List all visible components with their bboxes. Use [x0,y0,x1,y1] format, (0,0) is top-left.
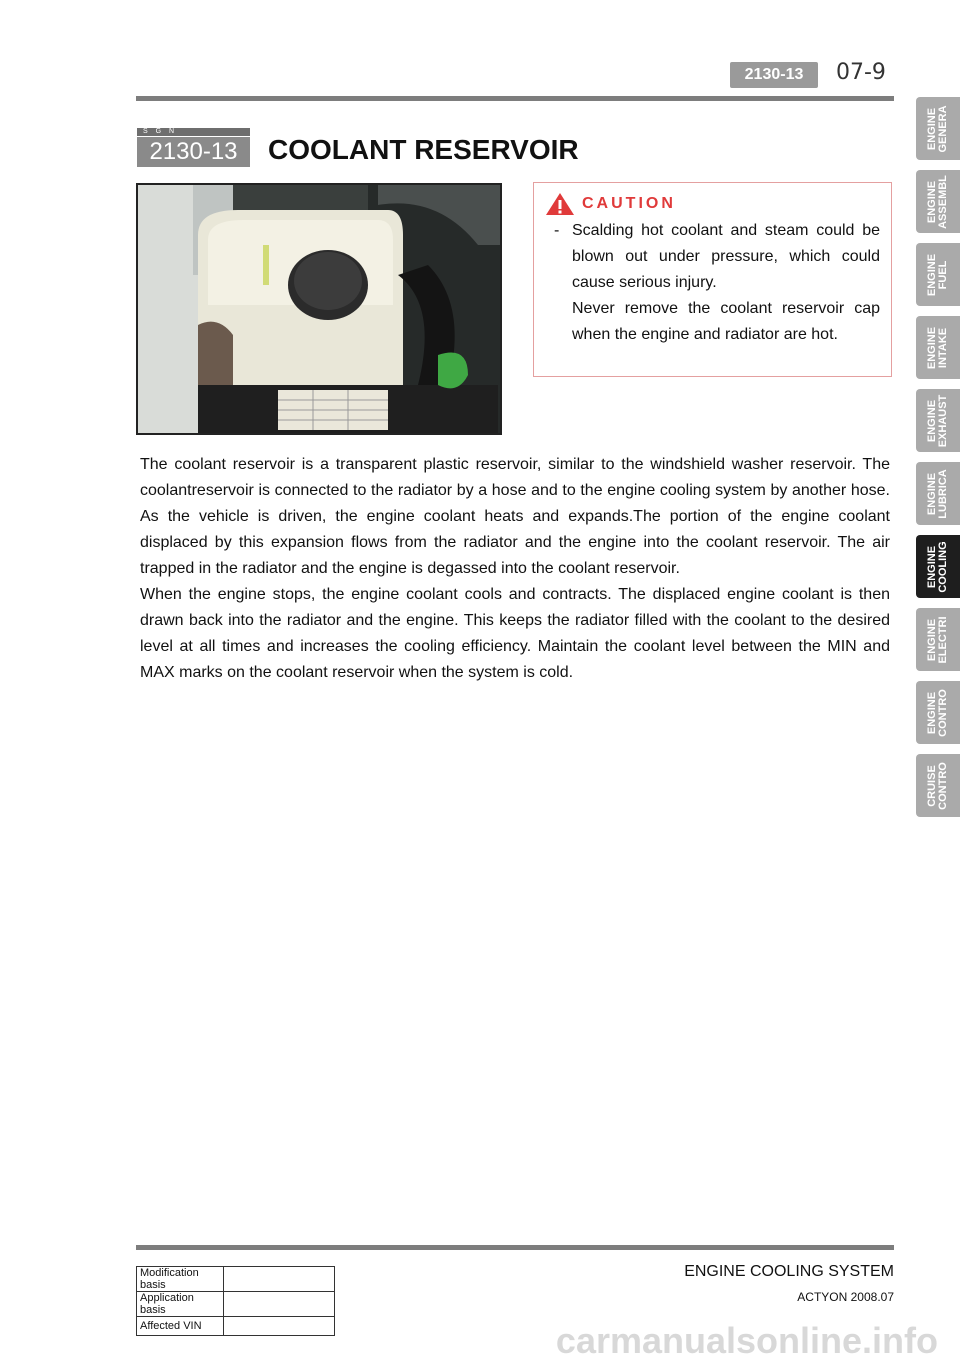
caution-text [572,218,880,348]
section-code-badge: 2130-13 [730,62,818,88]
side-tab-label: ENGINE EXHAUST [926,394,949,447]
table-key: Modification basis [137,1267,224,1292]
table-value [224,1292,335,1317]
caution-bullet: - [554,222,560,239]
caution-line: Never remove the coolant reservoir cap when the engine and radiator are hot. [572,300,880,343]
table-row [137,1292,335,1317]
side-tab-label: ENGINE LUBRICA [926,468,949,519]
bottom-divider [136,1245,894,1250]
side-tab-engine-fuel[interactable] [916,243,960,306]
top-divider [136,96,894,101]
table-value [224,1267,335,1292]
side-tab-engine-exhaust[interactable] [916,389,960,452]
side-tab-label: CRUISE CONTRO [926,761,949,810]
body-paragraph: The coolant reservoir is a transparent plastic reservoir, similar to the windshield washer reservoir. The coolantreservoir is connected to the radiator by a hose and to the engine cooling system by another hose. As the vehicle is driven, the engine coolant heats and expands.The portion of the engine coolant displaced by this expansion flows from the radiator and the engine into the coolant reservoir. The air trapped in the radiator and the engine is degassed into the coolant reservoir. [140,456,890,577]
caution-title: CAUTION [582,195,676,212]
watermark: carmanualsonline.info [555,1320,938,1361]
body-text [140,452,890,686]
body-paragraph: When the engine stops, the engine coolant cools and contracts. The displaced engine coolant is then drawn back into the radiator and the engine. This keeps the radiator filled with the coolant to the desired level at all times and increases the cooling efficiency. Maintain the coolant level between the MIN and MAX marks on the coolant reservoir when the system is cold. [140,586,890,681]
page-number: 07-9 [836,60,886,85]
sgn-label: S G N [137,128,250,136]
page-title: COOLANT RESERVOIR [268,134,579,165]
side-tab-engine-general[interactable] [916,97,960,160]
section-number: 2130-13 [137,137,250,167]
coolant-reservoir-photo [136,183,502,435]
side-tab-label: ENGINE FUEL [926,253,949,296]
side-tab-cruise-control[interactable] [916,754,960,817]
table-key: Application basis [137,1292,224,1317]
footer-title: ENGINE COOLING SYSTEM [684,1263,894,1280]
side-tab-label: ENGINE ASSEMBL [926,174,949,229]
side-tab-label: ENGINE COOLING [926,540,949,593]
side-tab-engine-cooling[interactable] [916,535,960,598]
side-tab-engine-assembly[interactable] [916,170,960,233]
side-tab-engine-electrical[interactable] [916,608,960,671]
side-tab-engine-intake[interactable] [916,316,960,379]
side-tab-label: ENGINE INTAKE [926,326,949,369]
side-tab-label: ENGINE CONTRO [926,688,949,737]
side-tab-engine-control[interactable] [916,681,960,744]
caution-line: Scalding hot coolant and steam could be blown out under pressure, which could cause serious injury. [572,222,880,291]
side-tab-label: ENGINE ELECTRI [926,615,949,664]
footer-subtitle: ACTYON 2008.07 [797,1290,894,1304]
side-tab-label: ENGINE GENERA [926,104,949,153]
warning-triangle-icon [545,192,575,216]
table-key: Affected VIN [137,1317,224,1336]
table-row [137,1267,335,1292]
side-tab-engine-lubrication[interactable] [916,462,960,525]
